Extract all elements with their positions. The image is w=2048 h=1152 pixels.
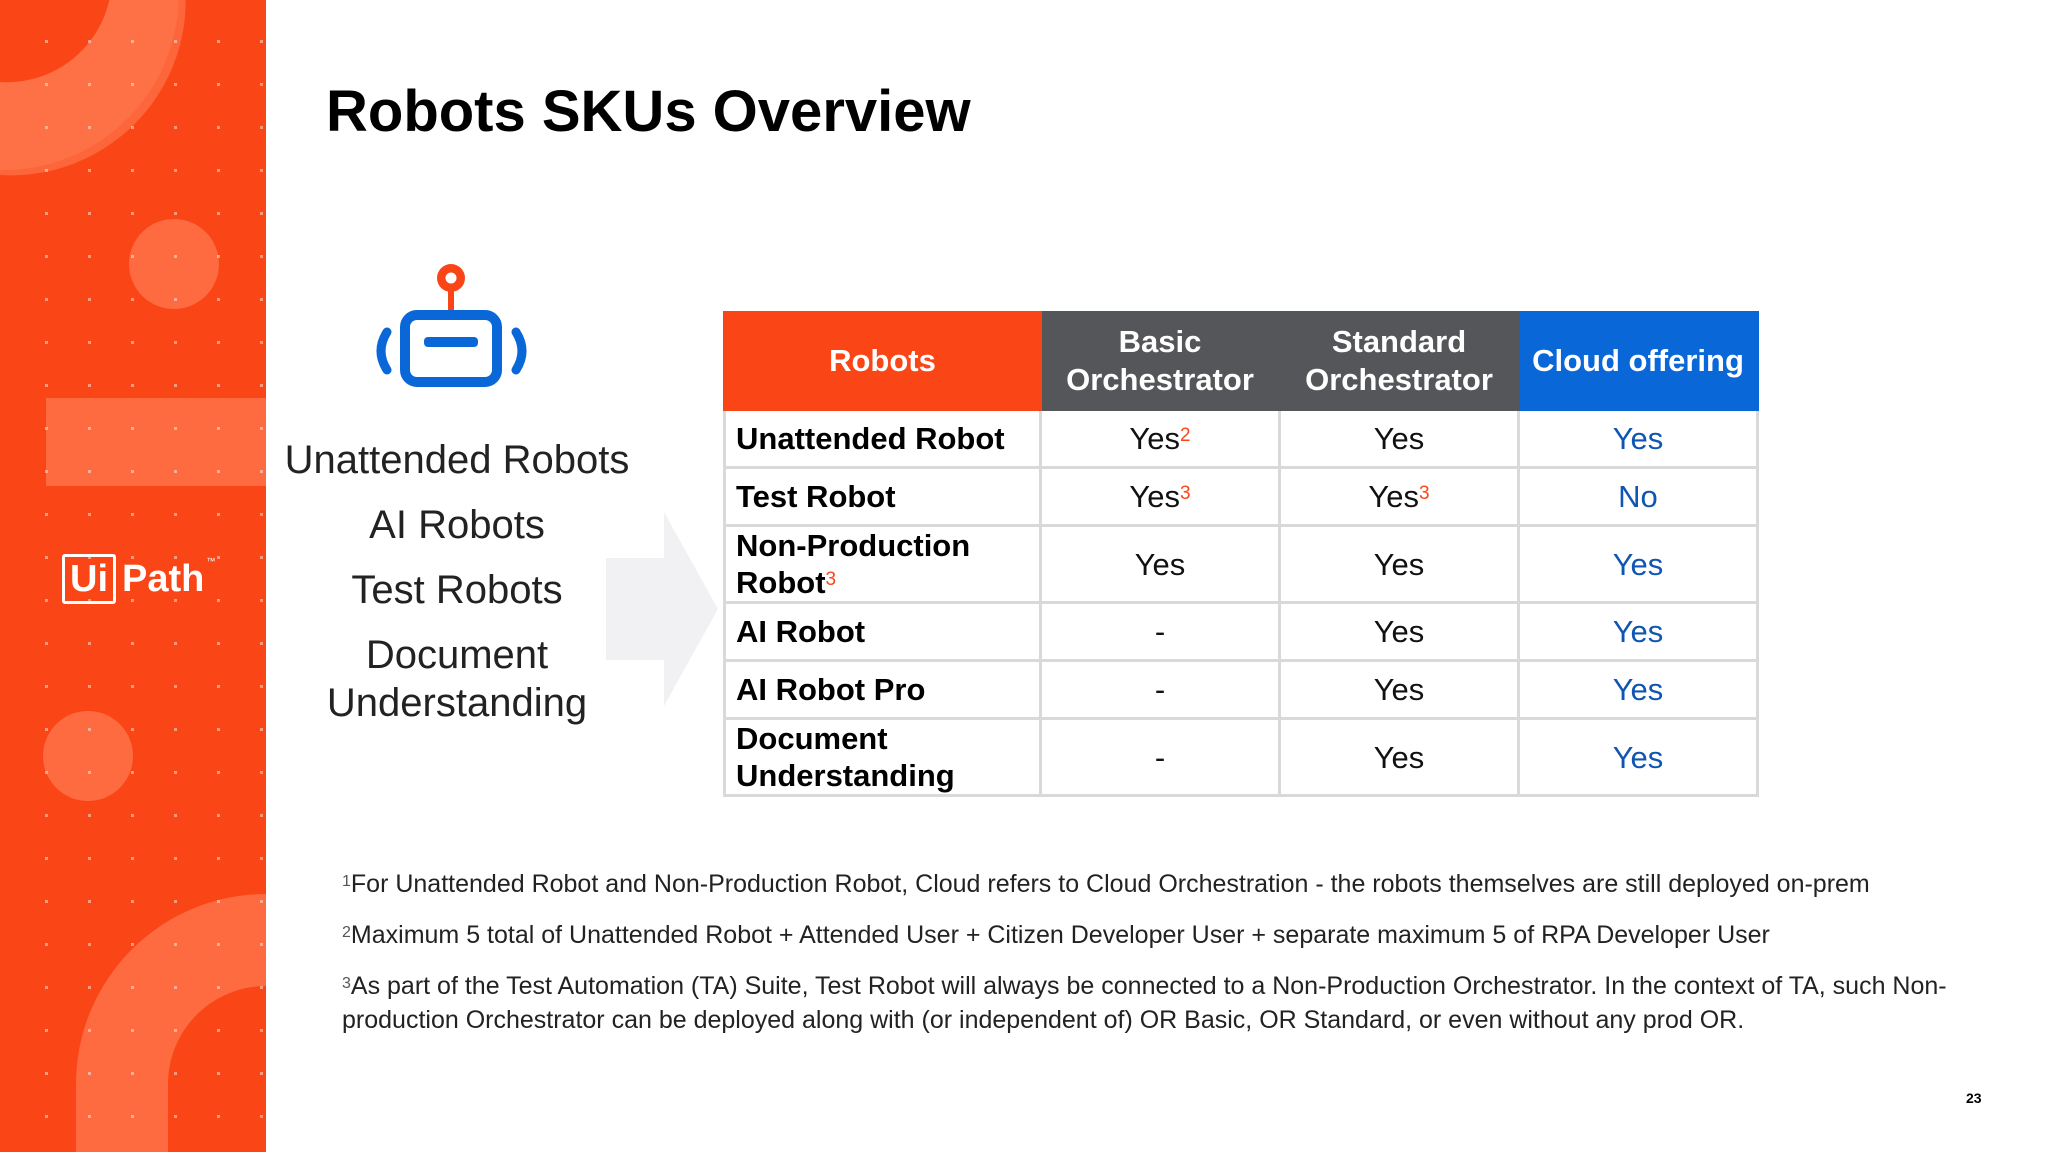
cloud-cell-text: Yes: [1612, 614, 1664, 649]
standard-cell-text: Yes: [1373, 614, 1425, 649]
cloud-cell: [1519, 526, 1758, 603]
basic-cell-text: Yes: [1129, 421, 1180, 456]
standard-cell: [1280, 468, 1519, 526]
footnote-text: As part of the Test Automation (TA) Suite, Test Robot will always be connected to a Non-Production Orchestrator. In the context of TA, such Non-production Orchestrator can be deployed along with (or independent of) OR Basic, OR Standard, or even without any prod OR.: [342, 972, 1947, 1034]
footnote-reference: 3: [1419, 483, 1430, 504]
basic-cell: [1041, 603, 1280, 661]
row-name-cell: [725, 661, 1041, 719]
row-name-cell: [725, 719, 1041, 796]
standard-cell: [1280, 410, 1519, 468]
row-name-cell: [725, 468, 1041, 526]
standard-cell-text: Yes: [1373, 421, 1425, 456]
standard-cell-text: Yes: [1373, 739, 1425, 775]
basic-cell: [1041, 410, 1280, 468]
table-row: [725, 719, 1758, 796]
header-standard-orchestrator: Standard Orchestrator: [1280, 313, 1519, 410]
right-arrow-icon: [606, 512, 726, 706]
robot-type-item: AI Robots: [369, 503, 545, 547]
table-row: [725, 468, 1758, 526]
footnote-number: 2: [342, 924, 351, 941]
robot-icon: [372, 258, 534, 398]
robot-type-item: Document Understanding: [326, 633, 588, 725]
row-name-cell-text: Document Understanding: [736, 721, 955, 793]
footnote: [342, 918, 1992, 952]
table-row: [725, 526, 1758, 603]
basic-cell-text: -: [1154, 739, 1166, 775]
row-name-cell: [725, 410, 1041, 468]
basic-cell-text: Yes: [1129, 479, 1180, 514]
row-name-cell-text: Non-Production Robot: [736, 528, 971, 600]
standard-cell: [1280, 661, 1519, 719]
footnote-text: Maximum 5 total of Unattended Robot + Attended User + Citizen Developer User + separate maximum 5 of RPA Developer User: [350, 921, 1770, 949]
row-name-cell-text: AI Robot: [736, 614, 866, 649]
basic-cell-text: -: [1154, 672, 1166, 707]
robot-type-item: Unattended Robots: [284, 438, 630, 482]
basic-cell-text: -: [1154, 614, 1166, 649]
cloud-cell-text: Yes: [1612, 739, 1664, 775]
header-basic-orchestrator: Basic Orchestrator: [1041, 313, 1280, 410]
uipath-logo: [62, 554, 215, 604]
footnote: [342, 867, 1992, 901]
cloud-cell-text: Yes: [1612, 672, 1664, 707]
row-name-cell: [725, 603, 1041, 661]
row-name-cell-text: Test Robot: [736, 479, 896, 514]
standard-cell: [1280, 603, 1519, 661]
cloud-cell-text: Yes: [1612, 546, 1664, 582]
basic-cell: [1041, 468, 1280, 526]
basic-cell: [1041, 719, 1280, 796]
logo-path-text: Path: [122, 558, 205, 600]
cloud-cell-text: No: [1618, 479, 1658, 514]
footnote: [342, 969, 1992, 1037]
table-row: [725, 661, 1758, 719]
cloud-cell: [1519, 719, 1758, 796]
logo-trademark: ™: [206, 556, 216, 566]
footnote-text: For Unattended Robot and Non-Production Robot, Cloud refers to Cloud Orchestration - the robots themselves are still deployed on-prem: [350, 870, 1870, 898]
footnote-reference: 3: [1180, 483, 1191, 504]
table-row: [725, 410, 1758, 468]
standard-cell: [1280, 526, 1519, 603]
basic-cell: [1041, 661, 1280, 719]
brand-sidebar: [0, 0, 266, 1152]
row-name-cell-text: Unattended Robot: [736, 421, 1005, 456]
row-name-cell: [725, 526, 1041, 603]
standard-cell-text: Yes: [1368, 479, 1419, 514]
cloud-cell: [1519, 661, 1758, 719]
page-number: 23: [1966, 1090, 1982, 1106]
standard-cell-text: Yes: [1373, 546, 1425, 582]
footnotes: [342, 867, 1992, 1054]
row-name-cell-text: AI Robot Pro: [736, 672, 926, 707]
table-row: [725, 603, 1758, 661]
robot-types-list: [276, 436, 638, 744]
page-title: Robots SKUs Overview: [326, 79, 971, 144]
basic-cell: [1041, 526, 1280, 603]
table-header-row: [725, 313, 1758, 410]
footnote-reference: 3: [825, 569, 837, 590]
standard-cell-text: Yes: [1373, 672, 1425, 707]
cloud-cell: [1519, 468, 1758, 526]
logo-ui-mark: Ui: [62, 554, 116, 604]
cloud-cell: [1519, 410, 1758, 468]
footnote-number: 1: [342, 873, 351, 890]
header-robots: Robots: [725, 313, 1041, 410]
cloud-cell-text: Yes: [1612, 421, 1664, 456]
basic-cell-text: Yes: [1134, 546, 1186, 582]
footnote-number: 3: [342, 975, 351, 992]
robot-type-item: Test Robots: [351, 568, 563, 612]
header-cloud-offering: Cloud offering: [1519, 313, 1758, 410]
standard-cell: [1280, 719, 1519, 796]
footnote-reference: 2: [1180, 425, 1191, 446]
robots-sku-table: [723, 311, 1759, 797]
cloud-cell: [1519, 603, 1758, 661]
